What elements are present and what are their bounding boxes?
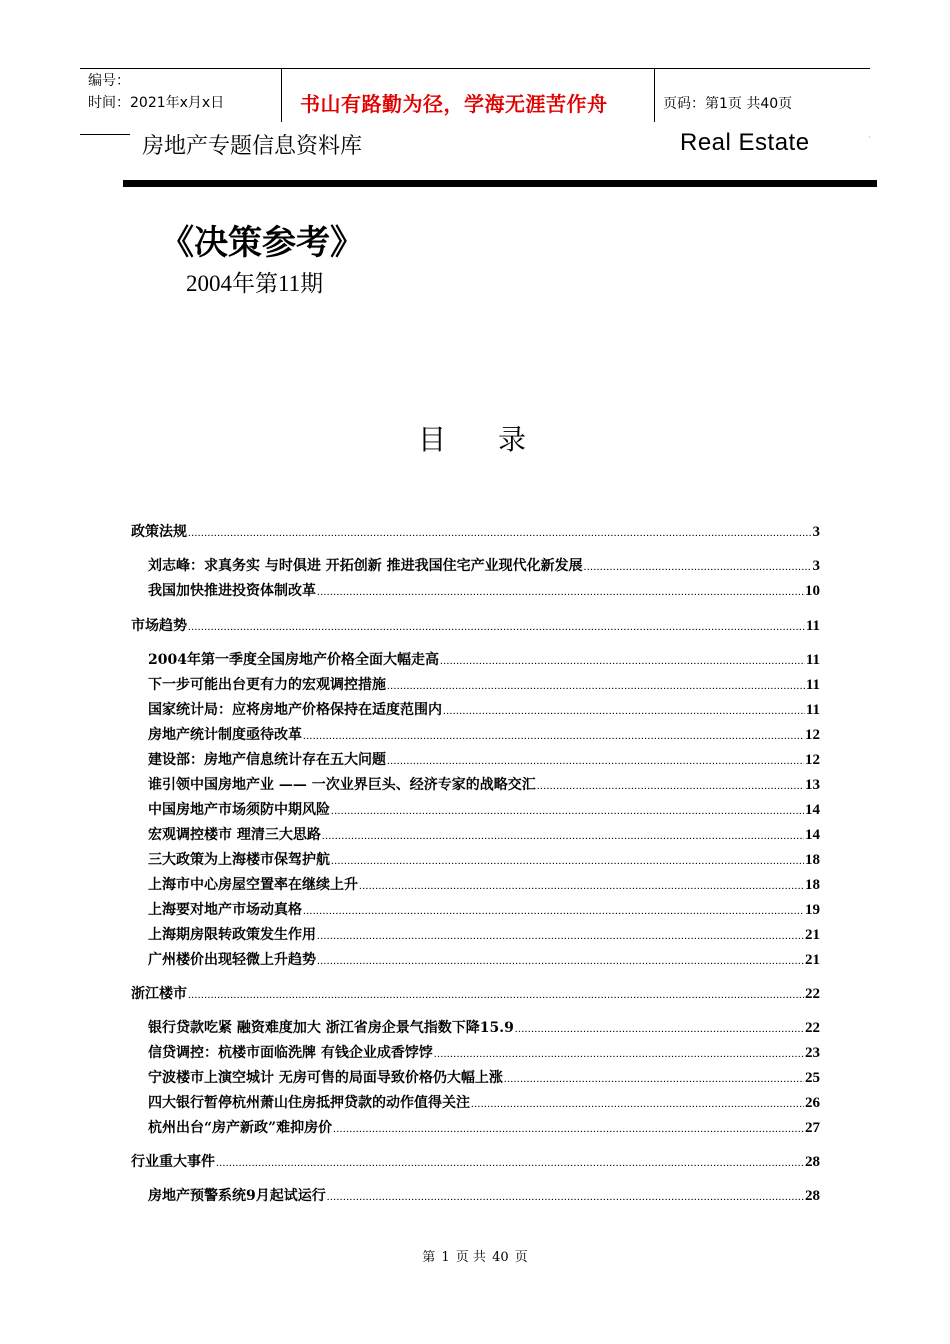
toc-entry-title: 政策法规	[131, 524, 187, 540]
toc-leader-dots	[322, 830, 804, 842]
toc-leader-dots	[331, 805, 804, 817]
footer-page: 1	[441, 1250, 450, 1265]
toc-entry-title: 谁引领中国房地产业 —— 一次业界巨头、经济专家的战略交汇	[148, 777, 536, 793]
header-divider-left	[281, 68, 282, 122]
toc-entry[interactable]	[148, 874, 820, 894]
toc-page-number: 11	[805, 677, 820, 693]
toc-section[interactable]	[131, 1151, 820, 1171]
toc-page-number: 28	[805, 1188, 820, 1204]
toc-entry[interactable]	[148, 774, 820, 794]
toc-entry[interactable]	[148, 899, 820, 919]
toc-leader-dots	[188, 989, 804, 1001]
toc-entry-title: 宁波楼市上演空城计 无房可售的局面导致价格仍大幅上涨	[148, 1070, 503, 1086]
toc-leader-dots	[537, 780, 804, 792]
header-divider-right	[654, 68, 655, 122]
header-thick-rule	[123, 180, 877, 187]
toc-page-number: 10	[805, 583, 820, 599]
motto: 书山有路勤为径，学海无涯苦作舟	[300, 92, 608, 116]
time-label: 时间：2021年x月x日	[88, 95, 225, 111]
toc-entry[interactable]	[148, 949, 820, 969]
toc-heading: 目录	[418, 423, 579, 456]
toc-leader-dots	[440, 655, 805, 667]
toc-section[interactable]	[131, 983, 820, 1003]
publication-title: 《决策参考》	[160, 223, 364, 263]
toc-leader-dots	[188, 527, 812, 539]
toc-page-number: 26	[805, 1095, 820, 1111]
toc-entry-title: 上海市中心房屋空置率在继续上升	[148, 877, 358, 893]
toc-leader-dots	[584, 561, 812, 573]
toc-leader-dots	[443, 705, 805, 717]
toc-entry-title: 杭州出台“房产新政”难抑房价	[148, 1120, 333, 1136]
toc-entry[interactable]	[148, 649, 820, 669]
toc-page-number: 14	[805, 802, 820, 818]
toc-entry[interactable]	[148, 580, 820, 600]
toc-page-number: 27	[805, 1120, 820, 1136]
toc-page-number: 19	[805, 902, 820, 918]
toc-leader-dots	[471, 1098, 804, 1110]
toc-page-number: 12	[805, 752, 820, 768]
toc-entry[interactable]	[148, 924, 820, 944]
toc-entry[interactable]	[148, 799, 820, 819]
toc-leader-dots	[216, 1157, 804, 1169]
toc-leader-dots	[515, 1023, 804, 1035]
toc-page-number: 3	[812, 558, 820, 574]
footer-prefix: 第	[422, 1250, 436, 1265]
toc-entry-title: 浙江楼市	[131, 986, 187, 1002]
toc-page-number: 11	[805, 618, 820, 634]
toc-leader-dots	[504, 1073, 804, 1085]
toc-leader-dots	[327, 1191, 804, 1203]
toc-leader-dots	[434, 1048, 804, 1060]
toc-entry-title: 市场趋势	[131, 618, 187, 634]
toc-entry-title: 下一步可能出台更有力的宏观调控措施	[148, 677, 386, 693]
header-mark: ·	[868, 133, 871, 142]
toc-entry[interactable]	[148, 849, 820, 869]
toc-entry[interactable]	[148, 1067, 820, 1087]
toc-page-number: 11	[805, 702, 820, 718]
toc-page-number: 21	[805, 952, 820, 968]
toc-entry[interactable]	[148, 1185, 820, 1205]
toc-entry-title: 我国加快推进投资体制改革	[148, 583, 316, 599]
toc-page-number: 3	[812, 524, 820, 540]
toc-page-number: 18	[805, 852, 820, 868]
toc-leader-dots	[188, 621, 805, 633]
toc-page-number: 25	[805, 1070, 820, 1086]
database-english-title: Real Estate	[680, 129, 810, 156]
toc-leader-dots	[317, 955, 804, 967]
toc-page-number: 18	[805, 877, 820, 893]
toc-entry-title: 2004年第一季度全国房地产价格全面大幅走高	[148, 652, 439, 668]
toc-leader-dots	[387, 680, 805, 692]
header-short-rule	[80, 134, 130, 135]
toc-entry[interactable]	[148, 724, 820, 744]
page-footer	[0, 1246, 950, 1265]
page-info: 页码：第1页 共40页	[663, 96, 793, 112]
toc-section[interactable]	[131, 521, 820, 541]
toc-leader-dots	[387, 755, 804, 767]
database-title: 房地产专题信息资料库	[142, 134, 363, 159]
toc-leader-dots	[317, 586, 804, 598]
toc-leader-dots	[331, 855, 804, 867]
toc-page-number: 13	[805, 777, 820, 793]
toc-page-number: 22	[805, 1020, 820, 1036]
toc-entry-title: 信贷调控：杭楼市面临洗牌 有钱企业成香饽饽	[148, 1045, 433, 1061]
toc-page-number: 11	[805, 652, 820, 668]
toc-entry[interactable]	[148, 1092, 820, 1112]
toc-entry-title: 中国房地产市场须防中期风险	[148, 802, 330, 818]
toc-entry-title: 宏观调控楼市 理清三大思路	[148, 827, 321, 843]
toc-leader-dots	[333, 1123, 804, 1135]
toc-entry-title: 建设部：房地产信息统计存在五大问题	[148, 752, 386, 768]
toc-entry[interactable]	[148, 1017, 820, 1037]
toc-entry[interactable]	[148, 749, 820, 769]
toc-page-number: 23	[805, 1045, 820, 1061]
toc-entry-title: 三大政策为上海楼市保驾护航	[148, 852, 330, 868]
toc-entry-title: 四大银行暂停杭州萧山住房抵押贷款的动作值得关注	[148, 1095, 470, 1111]
toc-section[interactable]	[131, 615, 820, 635]
toc-leader-dots	[317, 930, 804, 942]
toc-page-number: 21	[805, 927, 820, 943]
footer-total: 40	[492, 1250, 509, 1265]
toc-entry[interactable]	[148, 824, 820, 844]
toc-page-number: 14	[805, 827, 820, 843]
serial-label: 编号：	[88, 73, 130, 89]
toc-entry-title: 广州楼价出现轻微上升趋势	[148, 952, 316, 968]
toc-page-number: 12	[805, 727, 820, 743]
toc-entry[interactable]	[148, 699, 820, 719]
footer-suffix: 页	[514, 1250, 528, 1265]
toc-leader-dots	[303, 730, 804, 742]
toc-leader-dots	[303, 905, 804, 917]
toc-entry-title: 上海期房限转政策发生作用	[148, 927, 316, 943]
header-top-rule	[80, 68, 870, 69]
issue-number: 2004年第11期	[186, 271, 324, 296]
toc-entry-title: 银行贷款吃紧 融资难度加大 浙江省房企景气指数下降15.9	[148, 1020, 514, 1036]
toc-entry[interactable]	[148, 555, 820, 575]
toc-entry-title: 刘志峰：求真务实 与时俱进 开拓创新 推进我国住宅产业现代化新发展	[148, 558, 583, 574]
toc-entry[interactable]	[148, 1042, 820, 1062]
toc-entry[interactable]	[148, 1117, 820, 1137]
toc-entry[interactable]	[148, 674, 820, 694]
toc-entry-title: 行业重大事件	[131, 1154, 215, 1170]
toc-entry-title: 上海要对地产市场动真格	[148, 902, 302, 918]
toc-entry-title: 房地产预警系统9月起试运行	[148, 1188, 326, 1204]
footer-mid: 页 共	[455, 1250, 486, 1265]
toc-page-number: 28	[805, 1154, 820, 1170]
toc-entry-title: 房地产统计制度亟待改革	[148, 727, 302, 743]
toc-page-number: 22	[805, 986, 820, 1002]
toc-leader-dots	[359, 880, 804, 892]
toc-entry-title: 国家统计局：应将房地产价格保持在适度范围内	[148, 702, 442, 718]
header-meta	[88, 70, 224, 114]
